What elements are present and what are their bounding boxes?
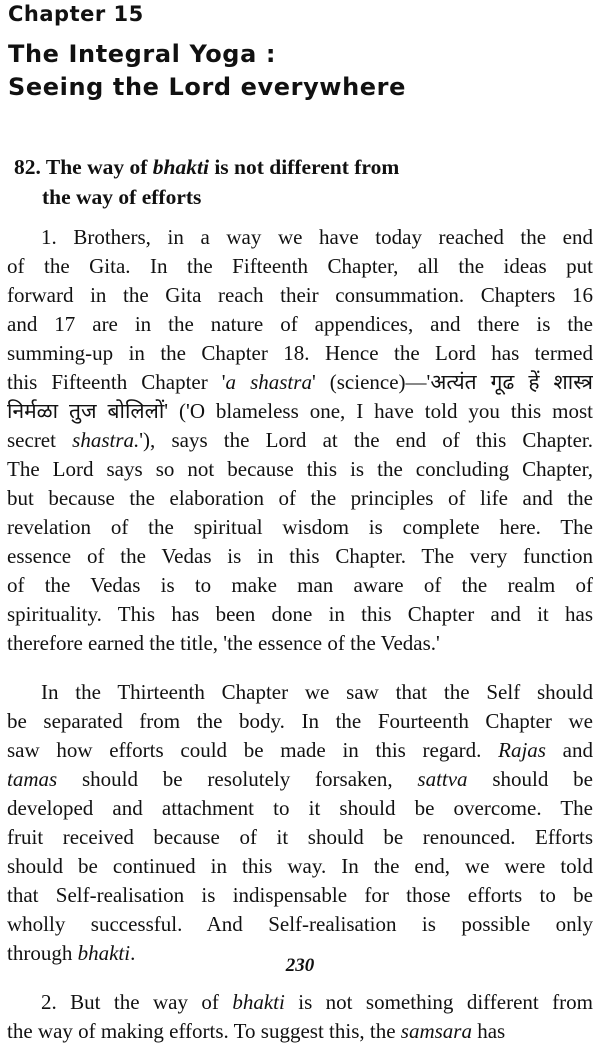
chapter-title-line: Seeing the Lord everywhere <box>8 73 406 101</box>
chapter-title <box>8 38 406 104</box>
text-line <box>7 823 593 852</box>
text-line <box>7 252 593 281</box>
text-run: summing-up in the Chapter 18. Hence the Lord has termed <box>7 341 593 365</box>
text-run: and 17 are in the nature of appendices, and there is the <box>7 312 593 336</box>
italic-term: samsara <box>400 1019 472 1043</box>
text-line <box>7 542 593 571</box>
text-run: has <box>471 1019 506 1043</box>
page-number: 230 <box>285 955 315 976</box>
text-run: be separated from the body. In the Fourteenth Chapter we <box>7 709 593 733</box>
text-line <box>7 852 593 881</box>
text-line <box>7 600 593 629</box>
text-run: निर्मळा तुज बोलिलों' ('O blameless one, I have told you this most <box>7 399 593 423</box>
italic-term: sattva <box>417 767 468 791</box>
text-run: The Lord says so not because this is the concluding Chapter, <box>7 457 593 481</box>
text-run: secret <box>7 428 73 452</box>
text-line <box>7 426 593 455</box>
text-line <box>7 223 593 252</box>
text-run: should be resolutely forsaken, <box>57 767 418 791</box>
italic-term: a shastra <box>225 370 312 394</box>
paragraph <box>7 678 593 968</box>
text-run: revelation of the spiritual wisdom is complete here. The <box>7 515 593 539</box>
italic-term: bhakti <box>77 941 131 965</box>
text-line <box>7 1017 593 1046</box>
text-line <box>7 736 593 765</box>
text-run: spirituality. This has been done in this Chapter and it has <box>7 602 593 626</box>
section-heading-text: is not different from <box>208 155 400 179</box>
text-line <box>7 910 593 939</box>
text-run: of the Gita. In the Fifteenth Chapter, all the ideas put <box>7 254 593 278</box>
text-run: saw how efforts could be made in this regard. <box>7 738 499 762</box>
text-run: that Self-realisation is indispensable for those efforts to be <box>7 883 593 907</box>
text-line <box>7 707 593 736</box>
text-run: through <box>7 941 78 965</box>
italic-term: shastra. <box>72 428 140 452</box>
text-run: therefore earned the title, 'the essence of the Vedas.' <box>7 631 440 655</box>
text-run: but because the elaboration of the principles of life and the <box>7 486 593 510</box>
text-line <box>7 988 593 1017</box>
text-run: wholly successful. And Self-realisation is possible only <box>7 912 593 936</box>
section-heading-line-1 <box>14 152 594 182</box>
section-heading <box>14 152 594 212</box>
text-line <box>7 794 593 823</box>
text-line <box>7 484 593 513</box>
chapter-label: Chapter 15 <box>8 2 144 26</box>
text-run: should be <box>467 767 593 791</box>
text-run: and <box>545 738 593 762</box>
text-line <box>7 513 593 542</box>
text-run: '), says the Lord at the end of this Chapter. <box>139 428 593 452</box>
section-heading-text: The way of <box>45 155 153 179</box>
text-line <box>7 765 593 794</box>
text-line <box>7 881 593 910</box>
text-line <box>7 310 593 339</box>
text-run: ' (science)—'अत्यंत गूढ हें शास्त्र <box>311 370 593 394</box>
text-run: is not something different from <box>284 990 593 1014</box>
text-line <box>7 339 593 368</box>
text-run: the way of making efforts. To suggest this, the <box>7 1019 401 1043</box>
text-line <box>7 571 593 600</box>
section-heading-italic: bhakti <box>152 155 209 179</box>
text-line <box>7 678 593 707</box>
chapter-title-line: The Integral Yoga : <box>8 40 277 68</box>
text-line <box>7 397 593 426</box>
text-run: . <box>130 941 136 965</box>
italic-term: bhakti <box>232 990 285 1014</box>
paragraph <box>7 988 593 1046</box>
text-run: this Fifteenth Chapter ' <box>7 370 226 394</box>
body-text <box>7 223 593 1046</box>
italic-term: tamas <box>7 767 58 791</box>
italic-term: Rajas <box>498 738 546 762</box>
text-line <box>7 368 593 397</box>
text-run: In the Thirteenth Chapter we saw that the Self should <box>41 680 593 704</box>
text-run: 2. But the way of <box>41 990 233 1014</box>
text-run: essence of the Vedas is in this Chapter. The very function <box>7 544 593 568</box>
text-run: developed and attachment to it should be overcome. The <box>7 796 593 820</box>
section-heading-line-2: the way of efforts <box>42 185 202 209</box>
section-number: 82. <box>14 155 41 179</box>
text-run: of the Vedas is to make man aware of the realm of <box>7 573 593 597</box>
text-line <box>7 281 593 310</box>
text-line <box>7 455 593 484</box>
text-run: forward in the Gita reach their consummation. Chapters 16 <box>7 283 593 307</box>
text-run: should be continued in this way. In the end, we were told <box>7 854 593 878</box>
text-run: fruit received because of it should be renounced. Efforts <box>7 825 593 849</box>
text-line <box>7 629 593 658</box>
text-run: 1. Brothers, in a way we have today reached the end <box>41 225 593 249</box>
paragraph <box>7 223 593 658</box>
